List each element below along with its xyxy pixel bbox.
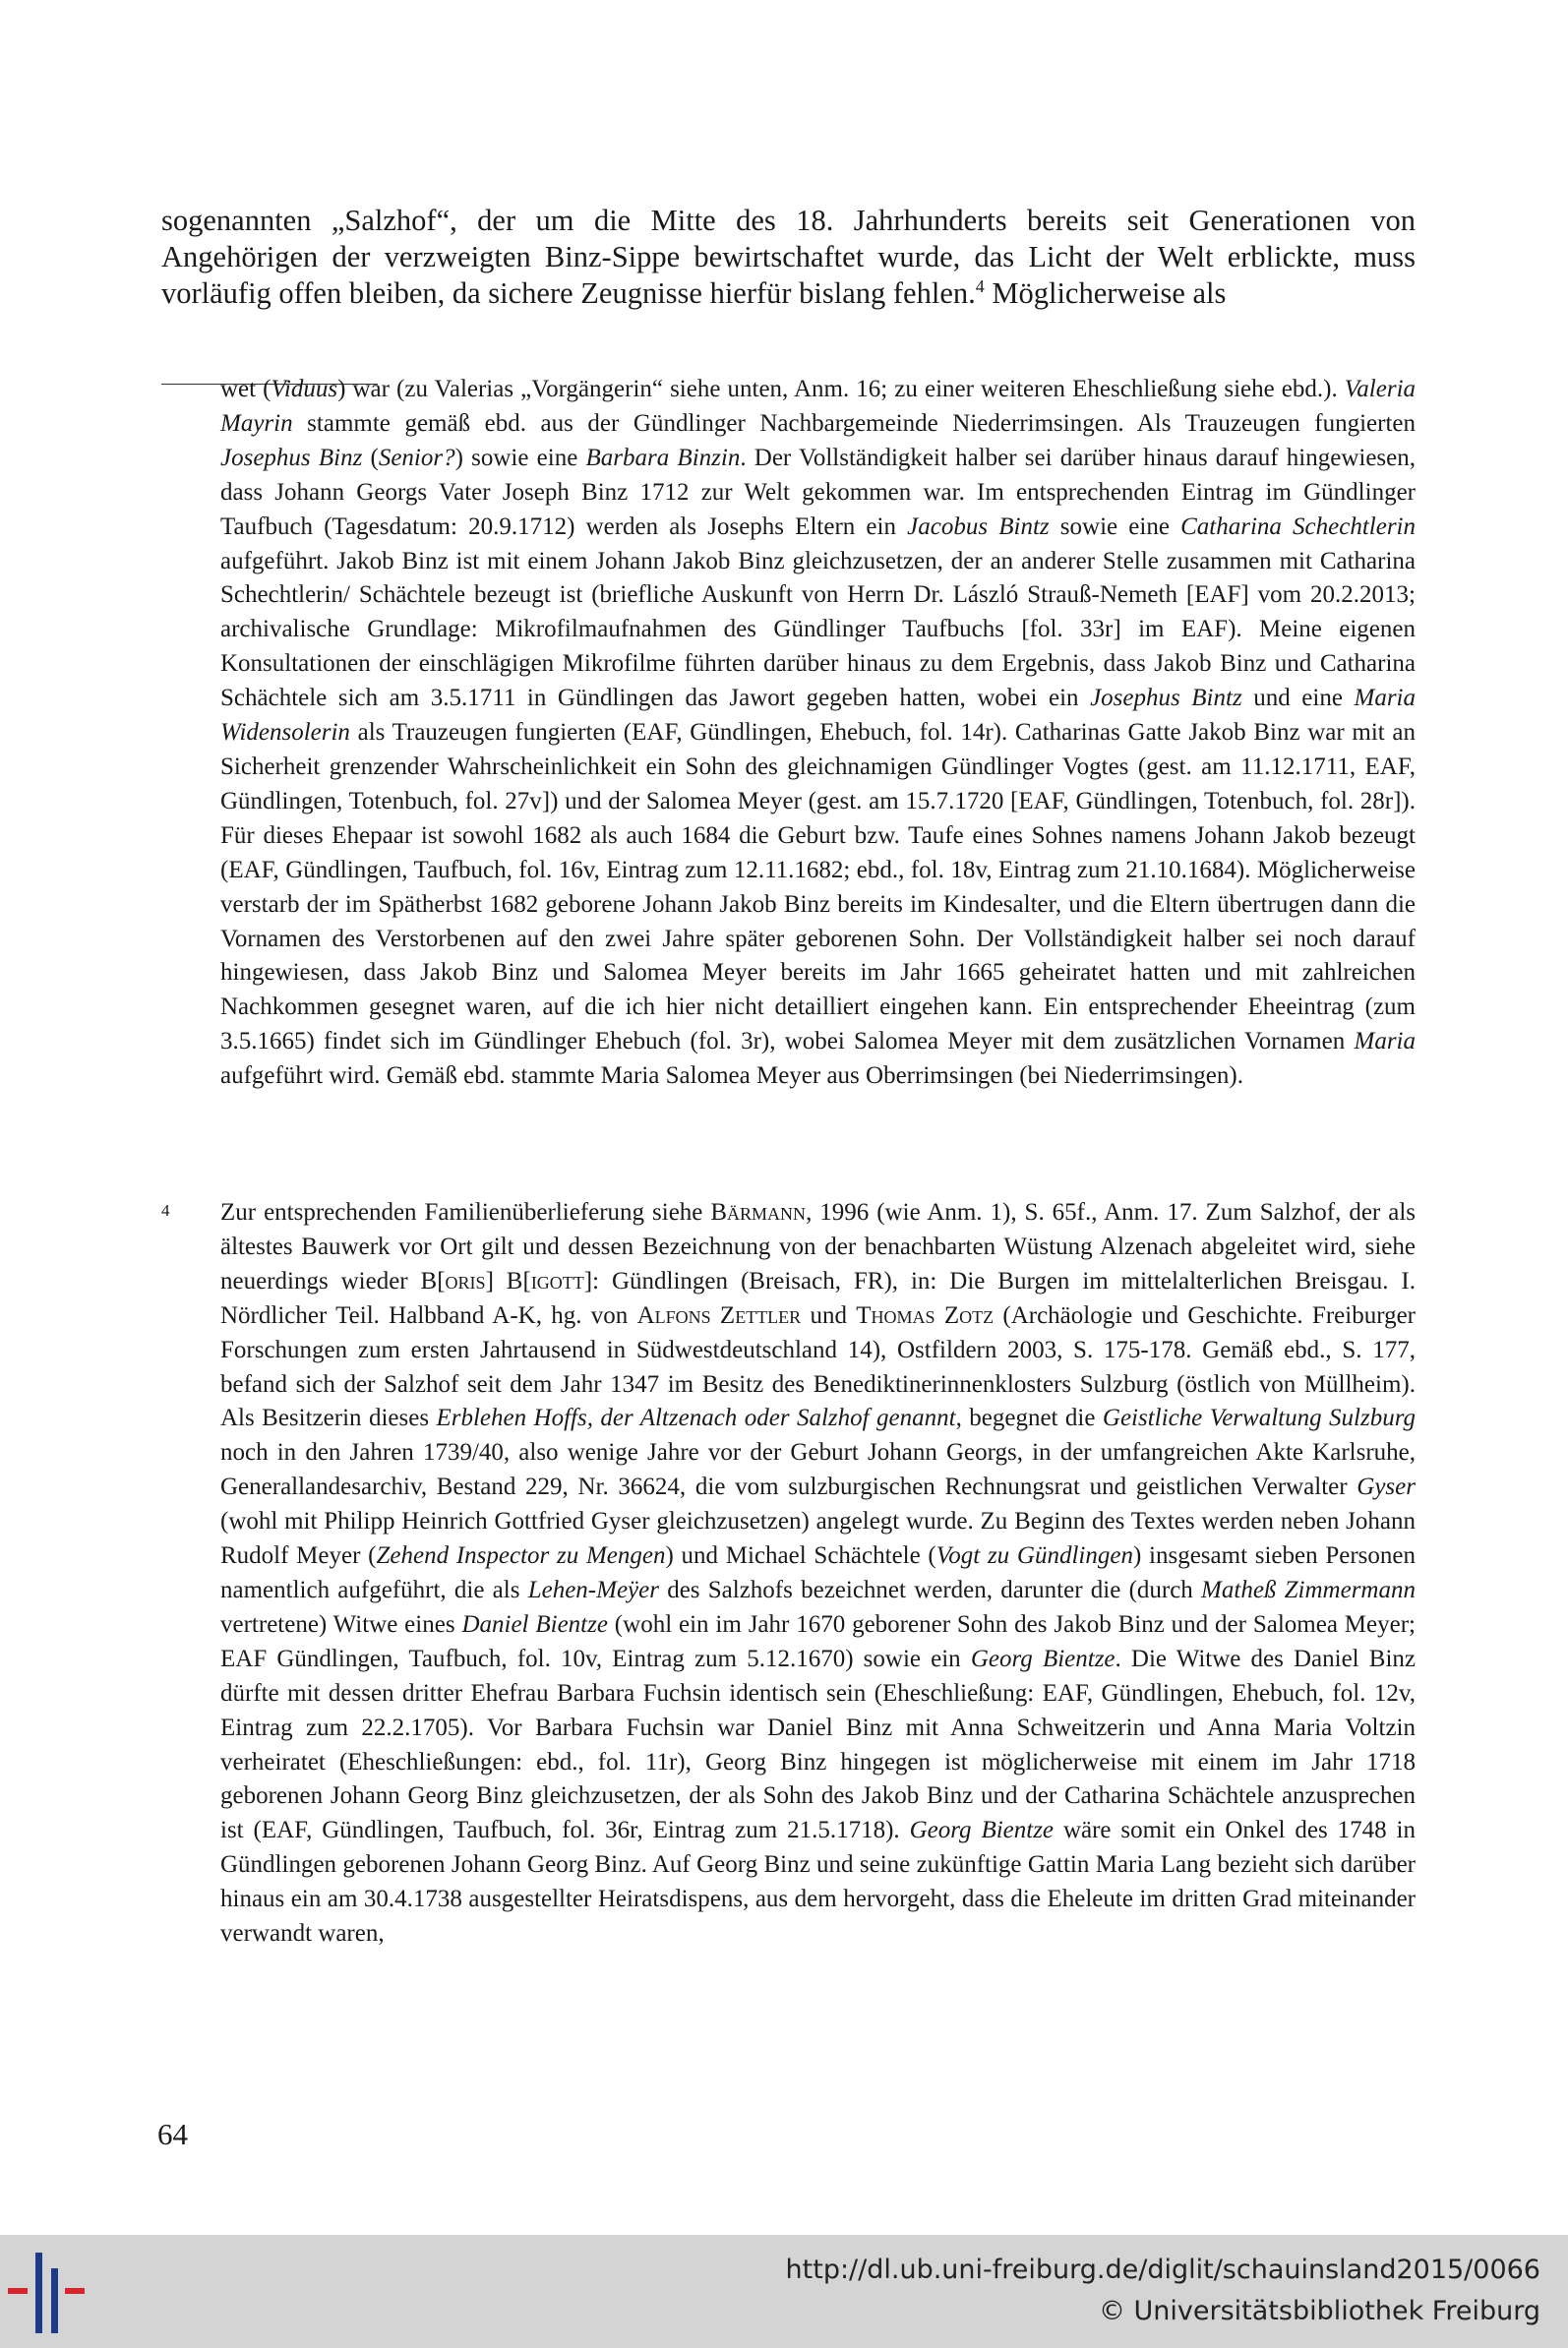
footnote-number: 4 xyxy=(161,1201,170,1220)
logo-blue-bar xyxy=(35,2253,42,2333)
footer-bar xyxy=(0,2235,1568,2348)
footnote-reference[interactable]: 4 xyxy=(975,275,985,296)
logo-red-dash xyxy=(65,2288,85,2294)
body-paragraph: sogenannten „Salzhof“, der um die Mitte des 18. Jahrhunderts bereits seit Generationen von Angehörigen der verzweigten Binz-Sippe bewirtschaftet wurde, das Licht der Welt erblickte, muss vorläufig offen bleiben, da sichere Zeugnisse hierfür bislang fehlen.$^4$ Möglicherweise als xyxy=(161,204,1416,310)
logo-red-dash xyxy=(8,2288,28,2294)
copyright-notice: © Universitätsbibliothek Freiburg xyxy=(1098,2296,1540,2326)
footnote-4: Zur entsprechenden Familienüberlieferung siehe Bärmann, 1996 (wie Anm. 1), S. 65f., Anm. 17. Zum Salzhof, der als ältestes Bauwerk vor Ort gilt und dessen Bezeichnung von der benachbarten Wüstung Alzenach abgeleitet wird, siehe neuerdings wieder B[oris] B[igott]: Gündlingen (Breisach, FR), in: Die Burgen im mittelalterlichen Breisgau. I. Nördlicher Teil. Halbband A-K, hg. von Alfons Zettler und Thomas Zotz (Archäologie und Geschichte. Freiburger Forschungen zum ersten Jahrtausend in Südwestdeutschland 14), Ostfildern 2003, S. 175-178. Gemäß ebd., S. 177, befand sich der Salzhof seit dem Jahr 1347 im Besitz des Benediktinerinnenklosters Sulzburg (östlich von Müllheim). Als Besitzerin dieses Erblehen Hoffs, der Altzenach oder Salzhof genannt, begegnet die Geistliche Verwaltung Sulzburg noch in den Jahren 1739/40, also wenige Jahre vor der Geburt Johann Georgs, in der umfangreichen Akte Karlsruhe, Generallandesarchiv, Bestand 229, Nr. 36624, die vom sulzburgischen Rechnungsrat und geistlichen Verwalter Gyser (wohl mit Philipp Heinrich Gottfried Gyser gleichzusetzen) angelegt wurde. Zu Beginn des Textes werden neben Johann Rudolf Meyer (Zehend Inspector zu Mengen) und Michael Schächtele (Vogt zu Gündlingen) insgesamt sieben Personen namentlich aufgeführt, die als Lehen-Meÿer des Salzhofs bezeichnet werden, darunter die (durch Matheß Zimmermann vertretene) Witwe eines Daniel Bientze (wohl ein im Jahr 1670 geborener Sohn des Jakob Binz und der Salomea Meyer; EAF Gündlingen, Taufbuch, fol. 10v, Eintrag zum 5.12.1670) sowie ein Georg Bientze. Die Witwe des Daniel Binz dürfte mit dessen dritter Ehefrau Barbara Fuchsin identisch sein (Eheschließung: EAF, Gündlingen, Ehebuch, fol. 12v, Eintrag zum 22.2.1705). Vor Barbara Fuchsin war Daniel Binz mit Anna Schweitzerin und Anna Maria Voltzin verheiratet (Eheschließungen: ebd., fol. 11r), Georg Binz hingegen ist möglicherweise mit einem im Jahr 1718 geborenen Johann Georg Binz gleichzusetzen, der als Sohn des Jakob Binz und der Catharina Schächtele anzusprechen ist (EAF, Gündlingen, Taufbuch, fol. 36r, Eintrag zum 21.5.1718). Georg Bientze wäre somit ein Onkel des 1748 in Gündlingen geborenen Johann Georg Binz. Auf Georg Binz und seine zukünftige Gattin Maria Lang bezieht sich darüber hinaus ein am 30.4.1738 ausgestellter Heiratsdispens, aus dem hervorgeht, dass die Eheleute im dritten Grad miteinander verwandt waren, xyxy=(220,1199,1417,1948)
footnote-continued: wet (Viduus) war (zu Valerias „Vorgängerin“ siehe unten, Anm. 16; zu einer weiteren Eheschließung siehe ebd.). Valeria Mayrin stammte gemäß ebd. aus der Gündlinger Nachbargemeinde Niederrimsingen. Als Trauzeugen fungierten Josephus Binz (Senior?) sowie eine Barbara Binzin. Der Vollständigkeit halber sei darüber hinaus darauf hingewiesen, dass Johann Georgs Vater Joseph Binz 1712 zur Welt gekommen war. Im entsprechenden Eintrag im Gündlinger Taufbuch (Tagesdatum: 20.9.1712) werden als Josephs Eltern ein Jacobus Bintz sowie eine Catharina Schechtlerin aufgeführt. Jakob Binz ist mit einem Johann Jakob Binz gleichzusetzen, der an anderer Stelle zusammen mit Catharina Schechtlerin/ Schächtele bezeugt ist (briefliche Auskunft von Herrn Dr. László Strauß-Nemeth [EAF] vom 20.2.2013; archivalische Grundlage: Mikrofilmaufnahmen des Gündlinger Taufbuchs [fol. 33r] im EAF). Meine eigenen Konsultationen der einschlägigen Mikrofilme führten darüber hinaus zu dem Ergebnis, dass Jakob Binz und Catharina Schächtele sich am 3.5.1711 in Gündlingen das Jawort gegeben hatten, wobei ein Josephus Bintz und eine Maria Widensolerin als Trauzeugen fungierten (EAF, Gündlingen, Ehebuch, fol. 14r). Catharinas Gatte Jakob Binz war mit an Sicherheit grenzender Wahrscheinlichkeit ein Sohn des gleichnamigen Gündlinger Vogtes (gest. am 11.12.1711, EAF, Gündlingen, Totenbuch, fol. 27v]) und der Salomea Meyer (gest. am 15.7.1720 [EAF, Gündlingen, Totenbuch, fol. 28r]). Für dieses Ehepaar ist sowohl 1682 als auch 1684 die Geburt bzw. Taufe eines Sohnes namens Johann Jakob bezeugt (EAF, Gündlingen, Taufbuch, fol. 16v, Eintrag zum 12.11.1682; ebd., fol. 18v, Eintrag zum 21.10.1684). Möglicherweise verstarb der im Spätherbst 1682 geborene Johann Jakob Binz bereits im Kindesalter, und die Eltern übertrugen dann die Vornamen des Verstorbenen auf den zwei Jahre später geborenen Sohn. Der Vollständigkeit halber sei noch darauf hingewiesen, dass Jakob Binz und Salomea Meyer bereits im Jahr 1665 geheiratet hatten und mit zahlreichen Nachkommen gesegnet waren, auf die ich hier nicht detailliert eingehen kann. Ein entsprechender Eheeintrag (zum 3.5.1665) findet sich im Gündlinger Ehebuch (fol. 3r), wobei Salomea Meyer mit dem zusätzlichen Vornamen Maria aufgeführt wird. Gemäß ebd. stammte Maria Salomea Meyer aus Oberrimsingen (bei Niederrimsingen). xyxy=(220,376,1417,1090)
logo-blue-bar xyxy=(51,2268,58,2333)
ub-freiburg-logo-icon xyxy=(8,2253,102,2333)
source-url-link[interactable]: http://dl.ub.uni-freiburg.de/diglit/schauinsland2015/0066 xyxy=(785,2255,1540,2285)
page-number: 64 xyxy=(157,2117,188,2151)
